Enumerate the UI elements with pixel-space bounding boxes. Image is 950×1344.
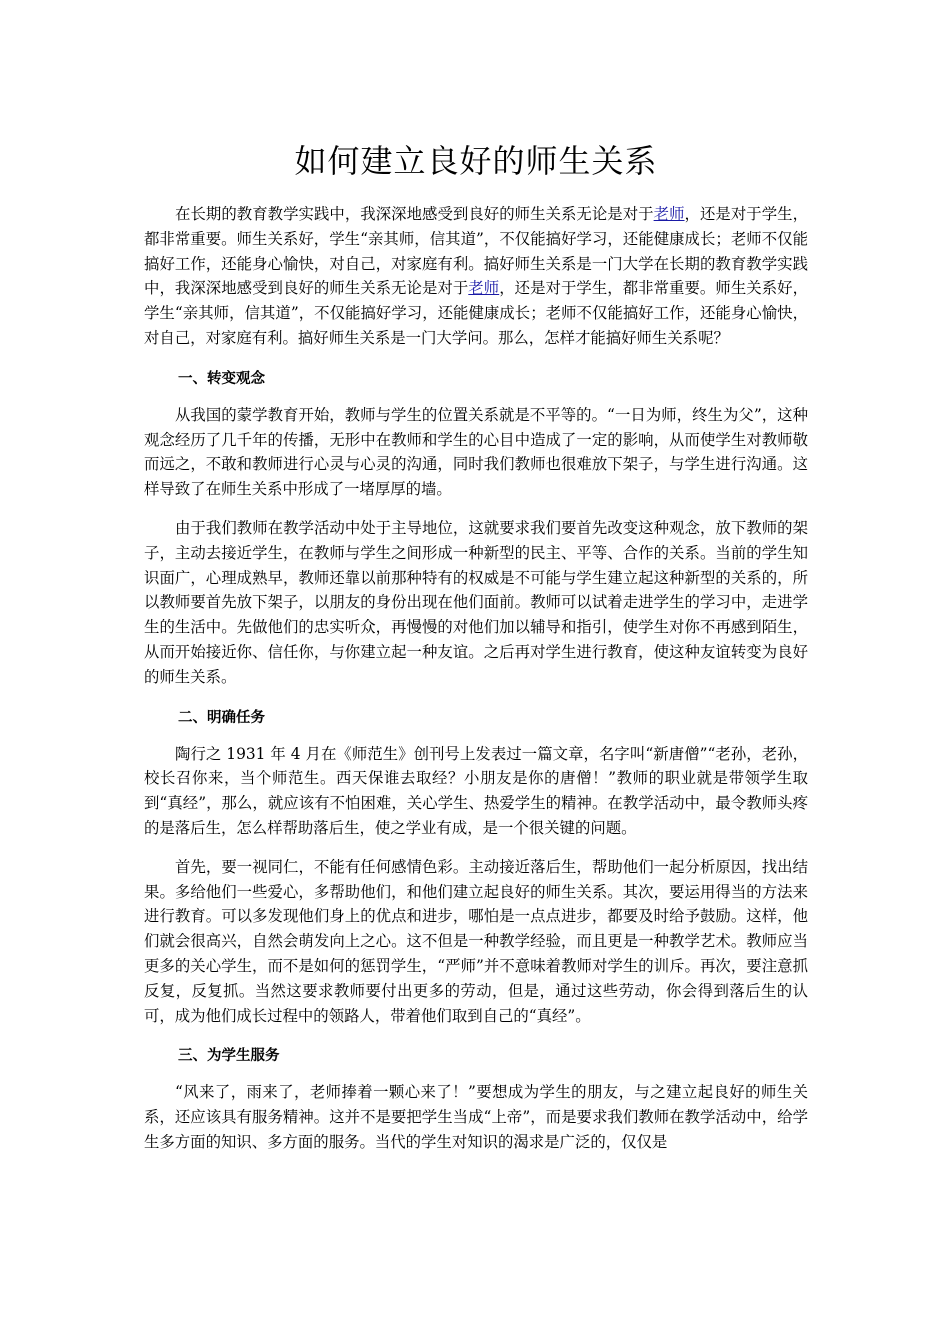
section-2-paragraph-1: 陶行之 1931 年 4 月在《师范生》创刊号上发表过一篇文章，名字叫“新唐僧”“老孙，老孙，校长召你来，当个师范生。西天保谁去取经？小朋友是你的唐僧！”教师的职业就是带领学生取到“真经”，那么，就应该有不怕困难，关心学生、热爱学生的精神。在教学活动中，最令教师头疼的是落后生，怎么样帮助落后生，使之学业有成，是一个很关键的问题。 (144, 744, 808, 837)
section-3-paragraph-1: “风来了，雨来了，老师捧着一颗心来了！”要想成为学生的朋友，与之建立起良好的师生关系，还应该具有服务精神。这并不是要把学生当成“上帝”，而是要求我们教师在教学活动中，给学生多方面的知识、多方面的服务。当代的学生对知识的渴求是广泛的，仅仅是 (144, 1083, 808, 1151)
intro-text-2: ，还是对于学生，都非常重要。师生关系好，学生“亲其师，信其道”，不仅能搞好学习，还能健康成长；老师不仅能搞好工作，还能身心愉快，对自己，对家庭有利。搞好师生关系是一门大学在长期的教育教学实践中，我深深地感受到良好的师生关系无论是对于 (144, 205, 808, 298)
section-heading-2: 二、明确任务 (178, 709, 265, 726)
section-1-paragraph-1: 从我国的蒙学教育开始，教师与学生的位置关系就是不平等的。“一日为师，终生为父”，这种观念经历了几千年的传播，无形中在教师和学生的心目中造成了一定的影响，从而使学生对教师敬而远之，不敢和教师进行心灵与心灵的沟通，同时我们教师也很难放下架子，与学生进行沟通。这样导致了在师生关系中形成了一堵厚厚的墙。 (144, 405, 808, 499)
section-1-paragraph-2: 由于我们教师在教学活动中处于主导地位，这就要求我们要首先改变这种观念，放下教师的架子，主动去接近学生，在教师与学生之间形成一种新型的民主、平等、合作的关系。当前的学生知识面广，心理成熟早，教师还靠以前那种特有的权威是不可能与学生建立起这种新型的关系的，所以教师要首先放下架子，以朋友的身份出现在他们面前。教师可以试着走进学生的学习中，走进学生的生活中。先做他们的忠实听众，再慢慢的对他们加以辅导和指引，使学生对你不再感到陌生，从而开始接近你、信任你，与你建立起一种友谊。之后再对学生进行教育，使这种友谊转变为良好的师生关系。 (144, 518, 808, 686)
section-heading-3: 三、为学生服务 (178, 1048, 280, 1065)
document-title: 如何建立良好的师生关系 (294, 142, 658, 180)
intro-paragraph (144, 202, 808, 351)
intro-text-3: ，还是对于学生，都非常重要。师生关系好，学生“亲其师，信其道”，不仅能搞好学习，还能健康成长；老师不仅能搞好工作，还能身心愉快，对自己，对家庭有利。搞好师生关系是一门大学问。那么，怎样才能搞好师生关系呢？ (144, 279, 808, 347)
section-2-paragraph-2: 首先，要一视同仁，不能有任何感情色彩。主动接近落后生，帮助他们一起分析原因，找出结果。多给他们一些爱心，多帮助他们，和他们建立起良好的师生关系。其次，要运用得当的方法来进行教育。可以多发现他们身上的优点和进步，哪怕是一点点进步，都要及时给予鼓励。这样，他们就会很高兴，自然会萌发向上之心。这不但是一种教学经验，而且更是一种教学艺术。教师应当更多的关心学生，而不是如何的惩罚学生，“严师”并不意味着教师对学生的训斥。再次，要注意抓反复，反复抓。当然这要求教师要付出更多的劳动，但是，通过这些劳动，你会得到落后生的认可，成为他们成长过程中的领路人，带着他们取到自己的“真经”。 (144, 857, 808, 1025)
document-page (144, 0, 808, 1155)
teacher-link-2[interactable]: 老师 (468, 279, 500, 298)
section-heading-1: 一、转变观念 (178, 370, 265, 387)
teacher-link-1[interactable]: 老师 (653, 205, 685, 223)
intro-text-1: 在长期的教育教学实践中，我深深地感受到良好的师生关系无论是对于 (175, 205, 654, 223)
